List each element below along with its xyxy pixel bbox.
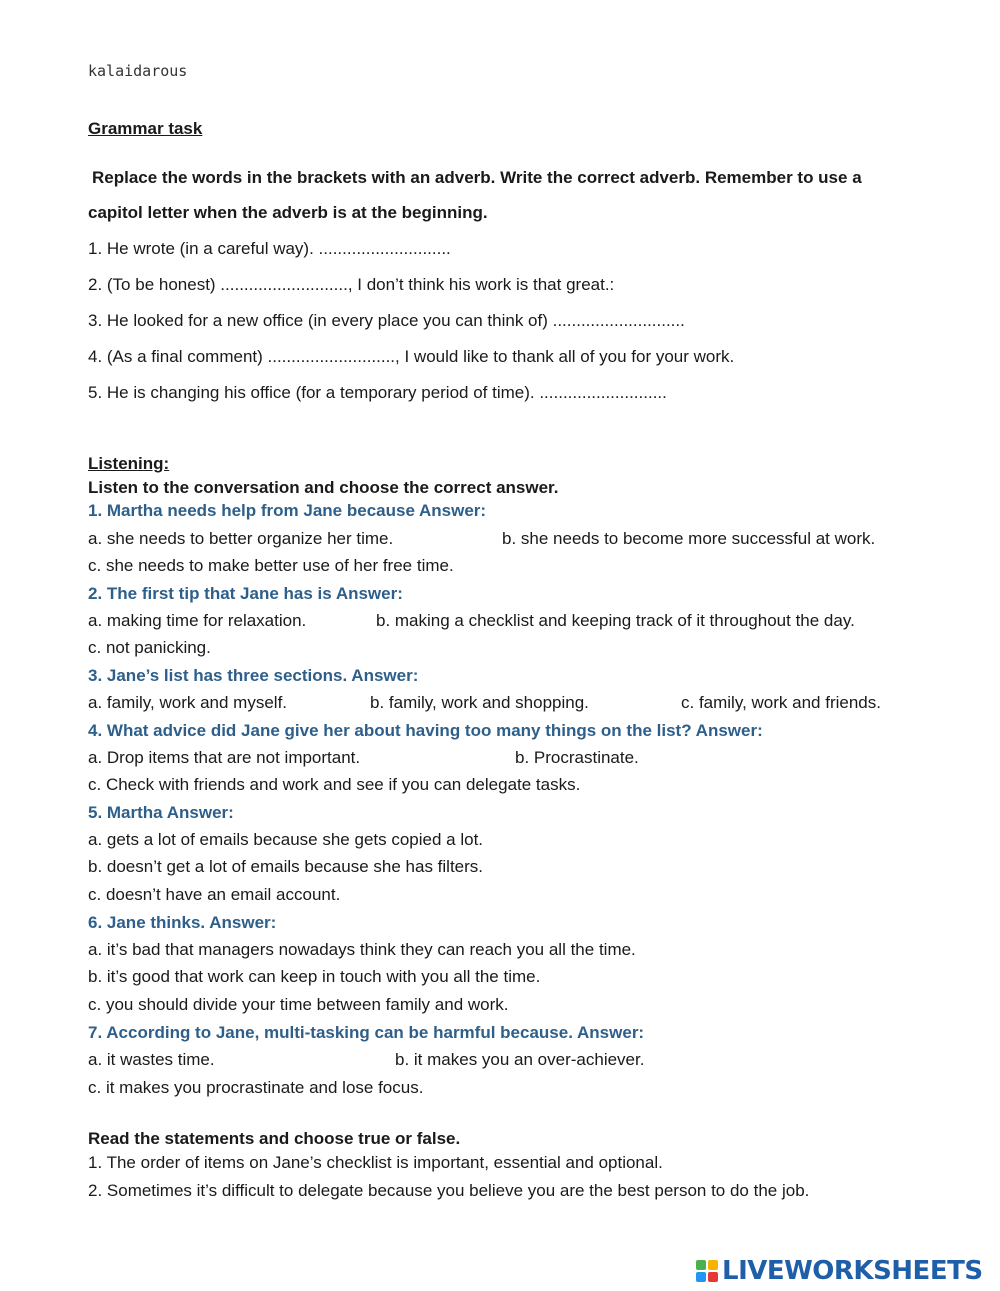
- option-b: b. doesn’t get a lot of emails because she has filters.: [88, 857, 484, 876]
- truefalse-item-2: 2. Sometimes it’s difficult to delegate because you believe you are the best person to do the job.: [88, 1181, 810, 1200]
- logo-blocks-icon: [696, 1260, 718, 1282]
- option-b: b. it’s good that work can keep in touch with you all the time.: [88, 967, 541, 986]
- grammar-instruction-line1: Replace the words in the brackets with an adverb. Write the correct adverb. Remember to use a: [92, 168, 862, 187]
- option-b: b. it makes you an over-achiever.: [395, 1050, 645, 1069]
- option-a: a. it wastes time.: [88, 1050, 215, 1069]
- question-4: 4. What advice did Jane give her about having too many things on the list? Answer:: [88, 721, 763, 740]
- option-a: a. she needs to better organize her time.: [88, 529, 394, 548]
- question-3: 3. Jane’s list has three sections. Answer:: [88, 666, 419, 685]
- grammar-item-1: 1. He wrote (in a careful way). ............................: [88, 239, 451, 258]
- truefalse-instruction: Read the statements and choose true or false.: [88, 1129, 461, 1148]
- option-b: b. family, work and shopping.: [370, 693, 589, 712]
- grammar-item-5: 5. He is changing his office (for a temporary period of time). ...........................: [88, 383, 667, 402]
- logo-text: LIVEWORKSHEETS: [722, 1256, 983, 1286]
- option-c: c. doesn’t have an email account.: [88, 885, 341, 904]
- grammar-instruction-line2: capitol letter when the adverb is at the beginning.: [88, 203, 488, 222]
- grammar-item-4: 4. (As a final comment) ..........................., I would like to thank all of you for your work.: [88, 347, 735, 366]
- grammar-item-3: 3. He looked for a new office (in every place you can think of) ............................: [88, 311, 685, 330]
- option-a: a. gets a lot of emails because she gets copied a lot.: [88, 830, 484, 849]
- option-a: a. it’s bad that managers nowadays think they can reach you all the time.: [88, 940, 636, 959]
- question-5: 5. Martha Answer:: [88, 803, 234, 822]
- username-label: kalaidarous: [88, 62, 188, 80]
- question-6: 6. Jane thinks. Answer:: [88, 913, 277, 932]
- listening-title: Listening:: [88, 454, 170, 473]
- option-c: c. she needs to make better use of her free time.: [88, 556, 454, 575]
- option-c: c. it makes you procrastinate and lose focus.: [88, 1078, 424, 1097]
- option-c: c. Check with friends and work and see if you can delegate tasks.: [88, 775, 581, 794]
- option-a: a. family, work and myself.: [88, 693, 288, 712]
- option-c: c. family, work and friends.: [681, 693, 881, 712]
- option-b: b. Procrastinate.: [515, 748, 639, 767]
- truefalse-item-1: 1. The order of items on Jane’s checklist is important, essential and optional.: [88, 1153, 663, 1172]
- option-c: c. you should divide your time between family and work.: [88, 995, 509, 1014]
- option-b: b. making a checklist and keeping track of it throughout the day.: [376, 611, 855, 630]
- option-a: a. making time for relaxation.: [88, 611, 307, 630]
- question-2: 2. The first tip that Jane has is Answer:: [88, 584, 403, 603]
- grammar-item-2: 2. (To be honest) ..........................., I don’t think his work is that great.:: [88, 275, 615, 294]
- listening-instruction: Listen to the conversation and choose the correct answer.: [88, 478, 559, 497]
- option-a: a. Drop items that are not important.: [88, 748, 361, 767]
- liveworksheets-logo[interactable]: [696, 1255, 983, 1287]
- question-1: 1. Martha needs help from Jane because Answer:: [88, 501, 487, 520]
- option-b: b. she needs to become more successful at work.: [502, 529, 876, 548]
- option-c: c. not panicking.: [88, 638, 211, 657]
- question-7: 7. According to Jane, multi-tasking can be harmful because. Answer:: [88, 1023, 645, 1042]
- grammar-title: Grammar task: [88, 119, 203, 138]
